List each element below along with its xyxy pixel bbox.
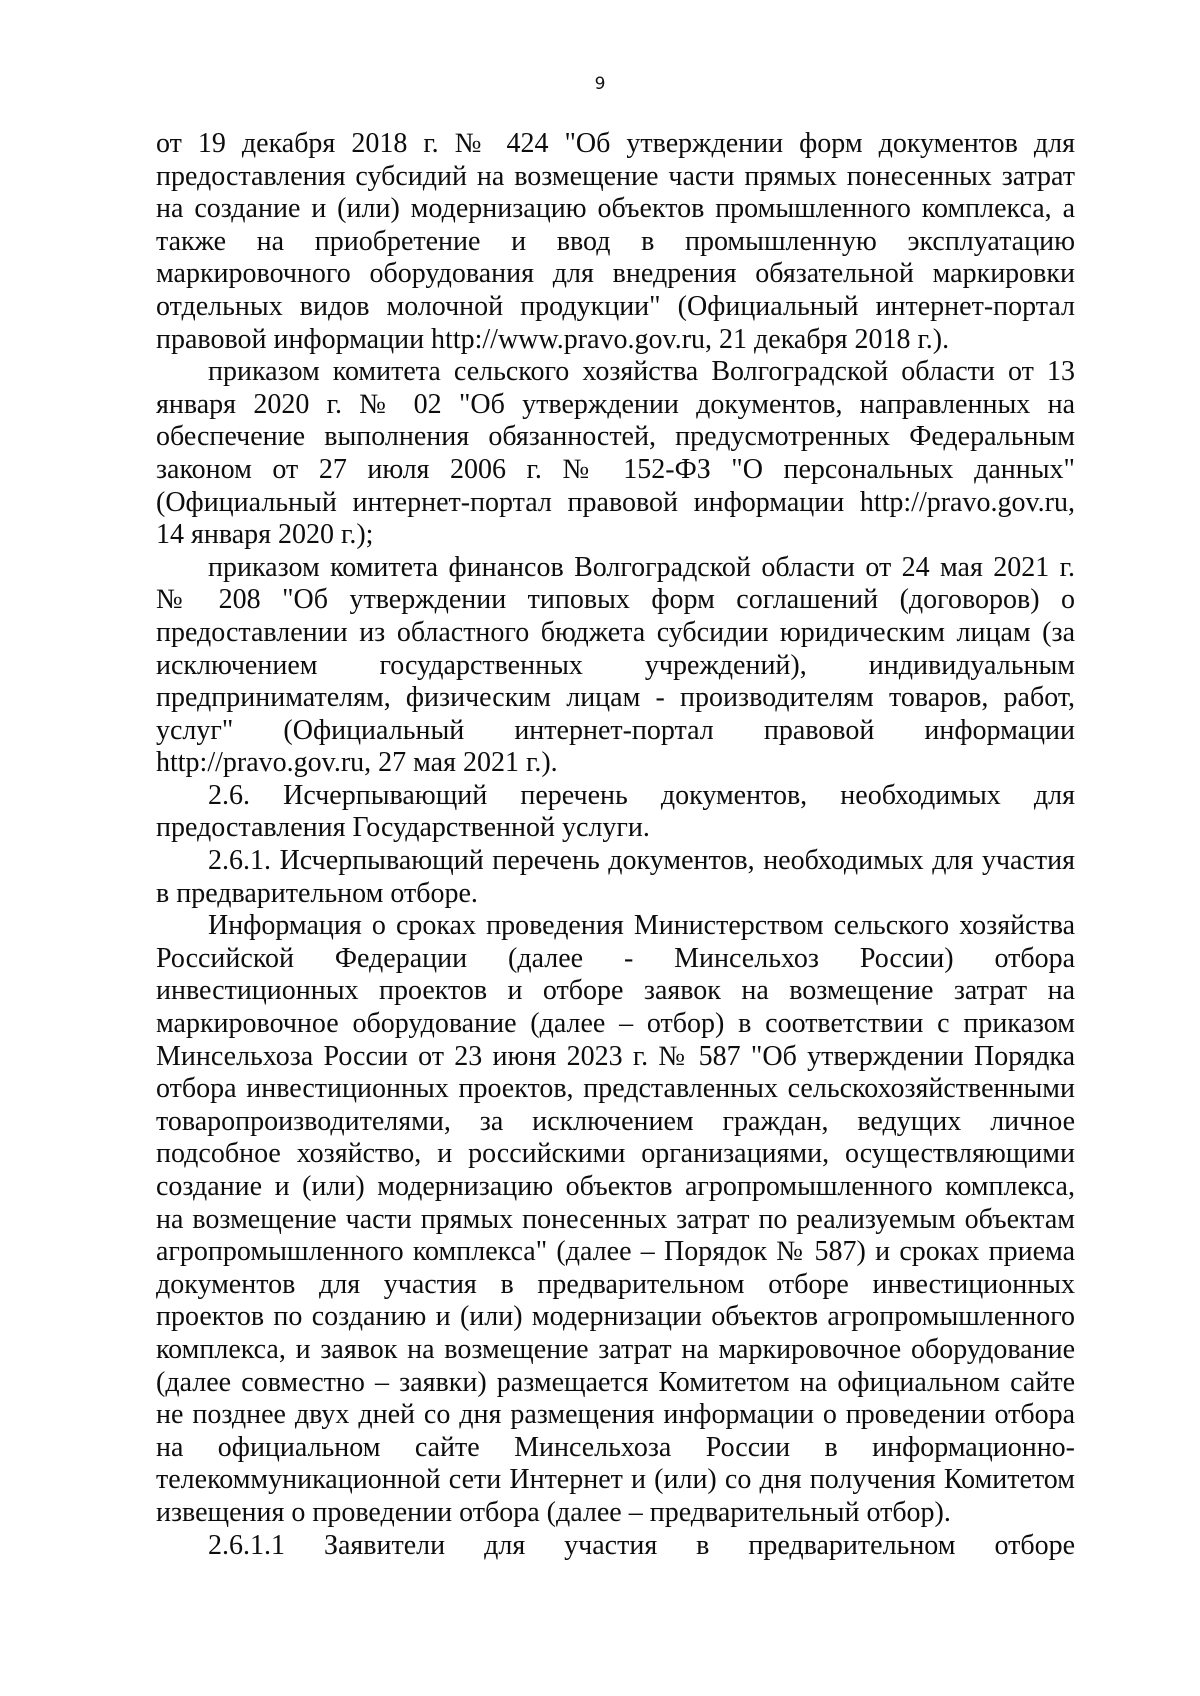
paragraph-order-02: приказом комитета сельского хозяйства Волгоградской области от 13 января 2020 г. № 02 "Об утверждении документов, направленных на обеспечение выполнения обязанностей, предусмотренных Федеральным законом от 27 июля 2006 г. № 152-ФЗ "О персональных данных" (Официальный интернет-портал правовой информации http://pravo.gov.ru, 14 января 2020 г.); bbox=[156, 356, 1075, 551]
paragraph-order-424-continuation: от 19 декабря 2018 г. № 424 "Об утверждении форм документов для предоставления субсидий на возмещение части прямых понесенных затрат на создание и (или) модернизацию объектов промышленного комплекса, а также на приобретение и ввод в промышленную эксплуатацию маркировочного оборудования для внедрения обязательной маркировки отдельных видов молочной продукции" (Официальный интернет-портал правовой информации http://www.pravo.gov.ru, 21 декабря 2018 г.). bbox=[156, 128, 1075, 355]
paragraph-section-2-6-1: 2.6.1. Исчерпывающий перечень документов, необходимых для участия в предварительном отборе. bbox=[156, 845, 1075, 909]
paragraph-section-2-6-1-1: 2.6.1.1 Заявители для участия в предварительном отборе bbox=[208, 1529, 1075, 1561]
page-number: 9 bbox=[594, 74, 606, 94]
document-body bbox=[156, 128, 1075, 1562]
paragraph-section-2-6: 2.6. Исчерпывающий перечень документов, необходимых для предоставления Государственной услуги. bbox=[156, 779, 1075, 844]
paragraph-order-208: приказом комитета финансов Волгоградской области от 24 мая 2021 г. № 208 "Об утверждении типовых форм соглашений (договоров) о предоставлении из областного бюджета субсидии юридическим лицам (за исключением государственных учреждений), индивидуальным предпринимателям, физическим лицам - производителям товаров, работ, услуг" (Официальный интернет-портал правовой информации http://pravo.gov.ru, 27 мая 2021 г.). bbox=[156, 551, 1075, 779]
paragraph-selection-information: Информация о сроках проведения Министерством сельского хозяйства Российской Федерации (далее - Минсельхоз России) отбора инвестиционных проектов и отборе заявок на возмещение затрат на маркировочное оборудование (далее – отбор) в соответствии с приказом Минсельхоза России от 23 июня 2023 г. № 587 "Об утверждении Порядка отбора инвестиционных проектов, представленных сельскохозяйственными товаропроизводителями, за исключением граждан, ведущих личное подсобное хозяйство, и российскими организациями, осуществляющими создание и (или) модернизацию объектов агропромышленного комплекса, на возмещение части прямых понесенных затрат по реализуемым объектам агропромышленного комплекса" (далее – Порядок № 587) и сроках приема документов для участия в предварительном отборе инвестиционных проектов по созданию и (или) модернизации объектов агропромышленного комплекса, и заявок на возмещение затрат на маркировочное оборудование (далее совместно – заявки) размещается Комитетом на официальном сайте не позднее двух дней со дня размещения информации о проведении отбора на официальном сайте Минсельхоза России в информационно-телекоммуникационной сети Интернет и (или) со дня получения Комитетом извещения о проведении отбора (далее – предварительный отбор). bbox=[156, 910, 1075, 1528]
